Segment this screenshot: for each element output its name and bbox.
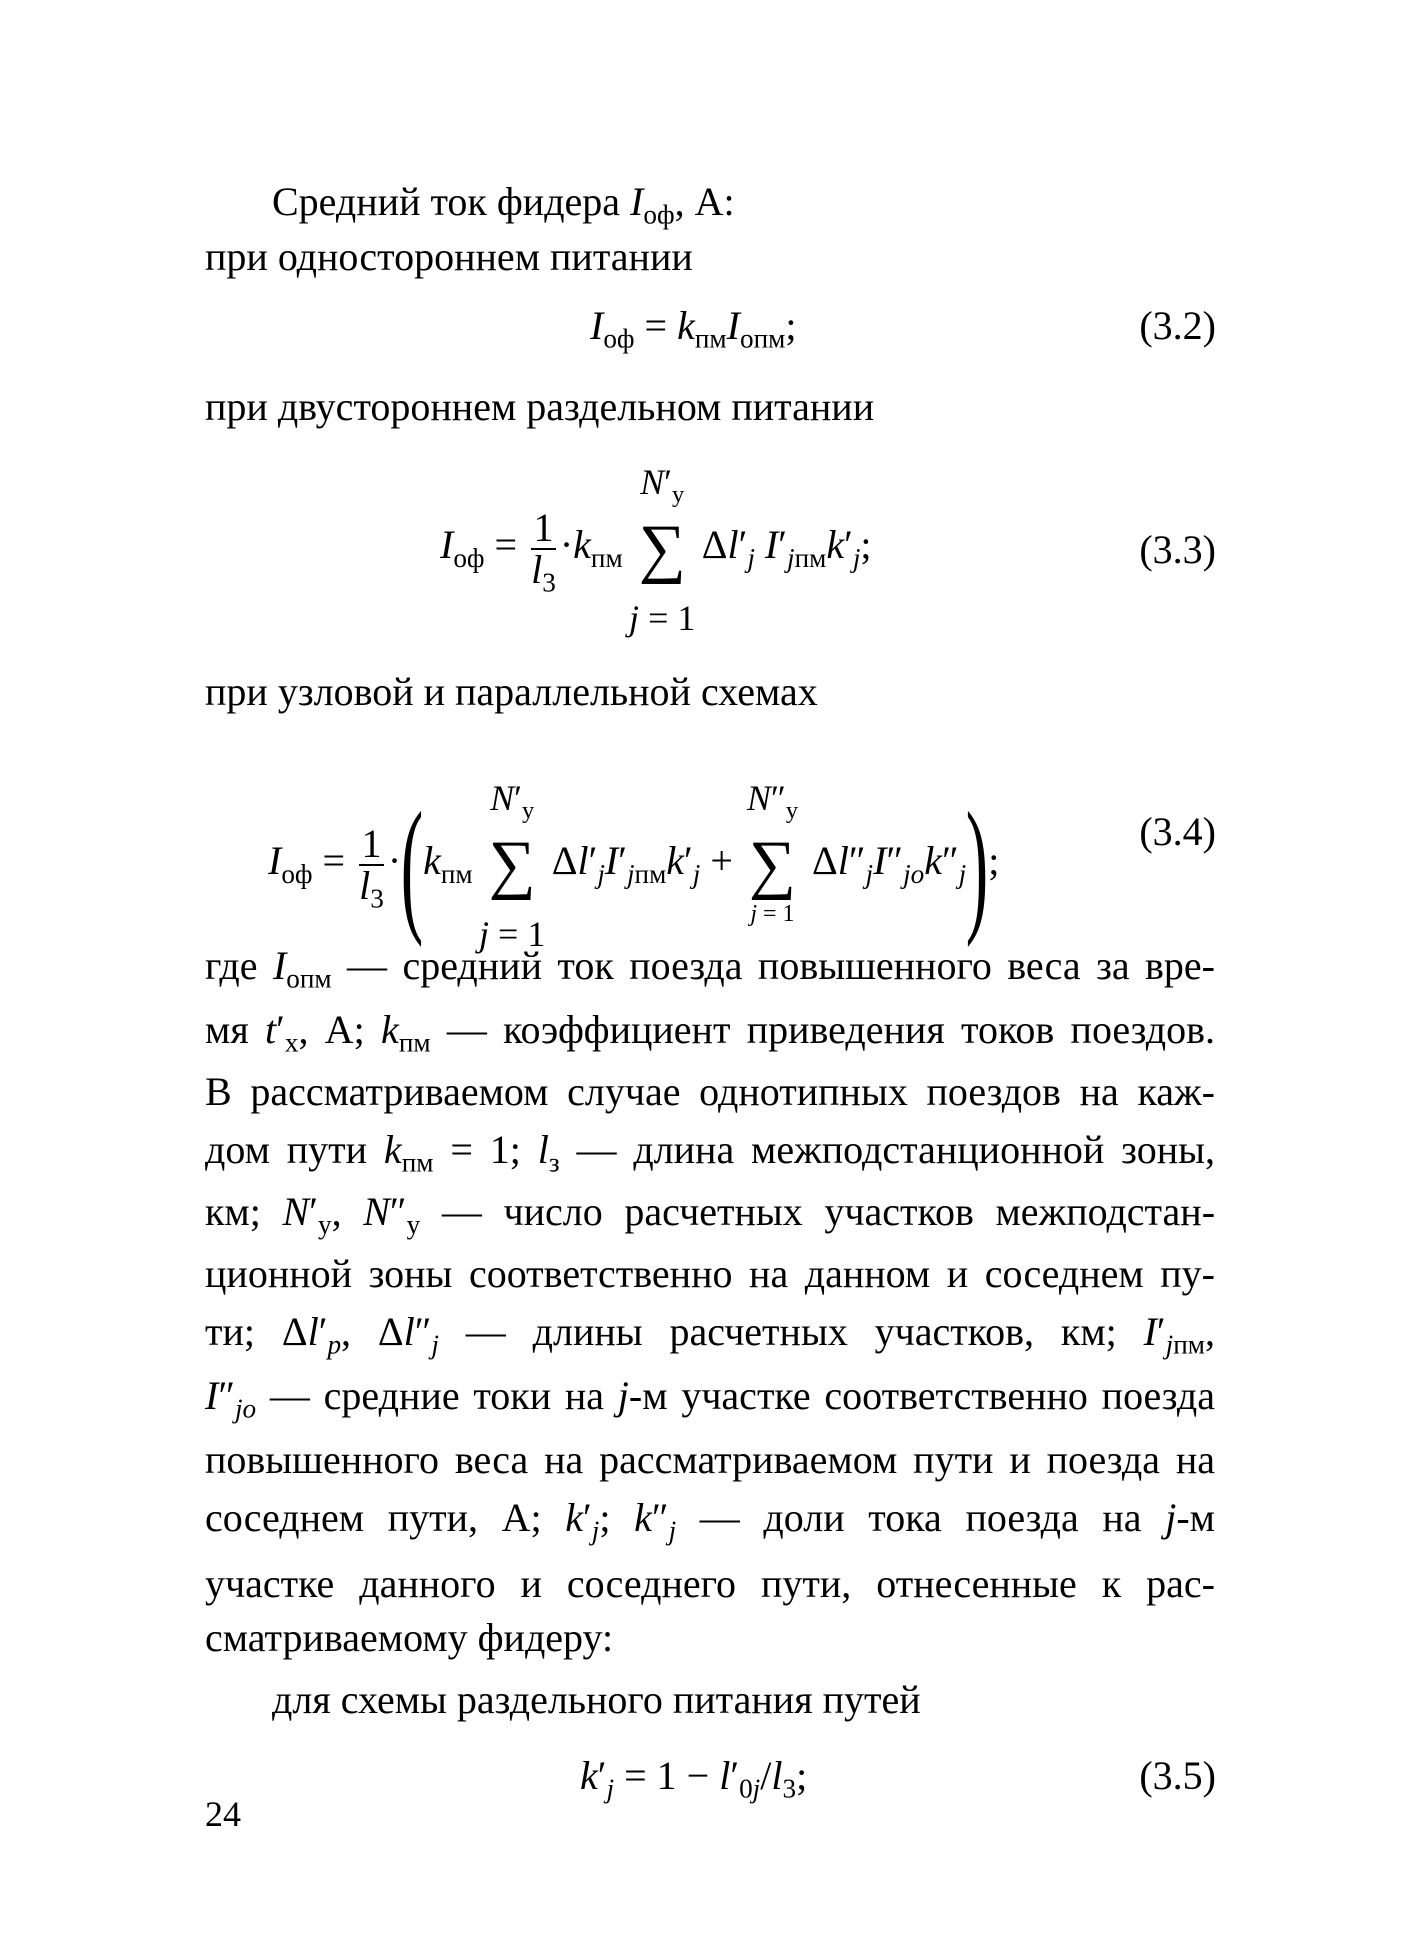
sum-symbol: $N'_у$ ∑ j = 1 <box>629 462 696 638</box>
equation-number-3-3: (3.3) <box>1139 527 1216 572</box>
equation-3-4: $I_{оф}$ = $\frac{1}{l_3}$ $\cdot(k_{пм}$ $N'_у$ ∑ j = 1 $\Delta l'_jI'_{jпм}k'_j$ + $N''_у$ ∑ j = 1 $\Delta l''_jI''_{jo}k''_j$); <box>268 778 1000 954</box>
text-line-3: при двустороннем раздельном питании <box>205 384 875 429</box>
text-line-p2: мя $t'_х$, А; $k_{пм}$ — коэффициент приведения токов поездов. <box>205 1007 1215 1058</box>
text-line-p7: ти; $\Delta l'_p$, $\Delta l''_j$ — длины расчетных участков, км; $I'_{jпм}$, <box>205 1309 1215 1360</box>
text-line-p4: дом пути $k_{пм} = 1$; $l_з$ — длина межподстанционной зоны, <box>205 1127 1215 1178</box>
text-line-p6: ционной зоны соответственно на данном и соседнем пу- <box>205 1251 1215 1296</box>
text-line-p9: повышенного веса на рассматриваемом пути и поезда на <box>205 1437 1215 1482</box>
sum-symbol: $N''_у$ ∑ j = 1 <box>746 778 799 927</box>
text-line-p12: сматриваемому фидеру: <box>205 1615 614 1660</box>
text-line-4: при узловой и параллельной схемах <box>205 669 818 714</box>
text-line-p8: $I''_{jo}$ — средние токи на j-м участке соответственно поезда <box>205 1373 1215 1424</box>
equation-3-3: $I_{оф}$ = $\frac{1}{l_3}$ $\cdot k_{пм}$ $N'_у$ ∑ j = 1 $\Delta l'_j$ $I'_{jпм}k'_j$; <box>440 462 872 638</box>
text-line-p10: соседнем пути, А; $k'_j$; $k''_j$ — доли тока поезда на j-м <box>205 1495 1215 1546</box>
text-line-p11: участке данного и соседнего пути, отнесенные к рас- <box>205 1561 1215 1606</box>
equation-number-3-4: (3.4) <box>1139 809 1216 854</box>
text-line-2: при одностороннем питании <box>205 234 693 279</box>
fraction: $\frac{1}{l_3}$ <box>359 821 384 914</box>
page-number: 24 <box>205 1794 241 1834</box>
text-line-p13: для схемы раздельного питания путей <box>272 1677 921 1722</box>
sum-symbol: $N'_у$ ∑ j = 1 <box>479 778 546 954</box>
equation-number-3-2: (3.2) <box>1139 303 1216 348</box>
text-line-p5: км; $N'_у$, $N''_у$ — число расчетных участков межподстан- <box>205 1189 1216 1240</box>
text-line-p3: В рассматриваемом случае однотипных поездов на каж- <box>205 1069 1215 1114</box>
fraction: $\frac{1}{l_3}$ <box>531 505 556 598</box>
text-line-1: Средний ток фидера $I_{оф}$, А: <box>272 179 735 230</box>
equation-3-2: $I_{оф} = k_{пм}I_{опм}$; <box>590 303 797 354</box>
equation-number-3-5: (3.5) <box>1139 1753 1216 1798</box>
text-line-p1: где $I_{опм}$ — средний ток поезда повышенного веса за вре- <box>205 943 1215 994</box>
equation-3-5: $k'_j = 1 - l'_{0j}/l_3$; <box>580 1753 808 1804</box>
